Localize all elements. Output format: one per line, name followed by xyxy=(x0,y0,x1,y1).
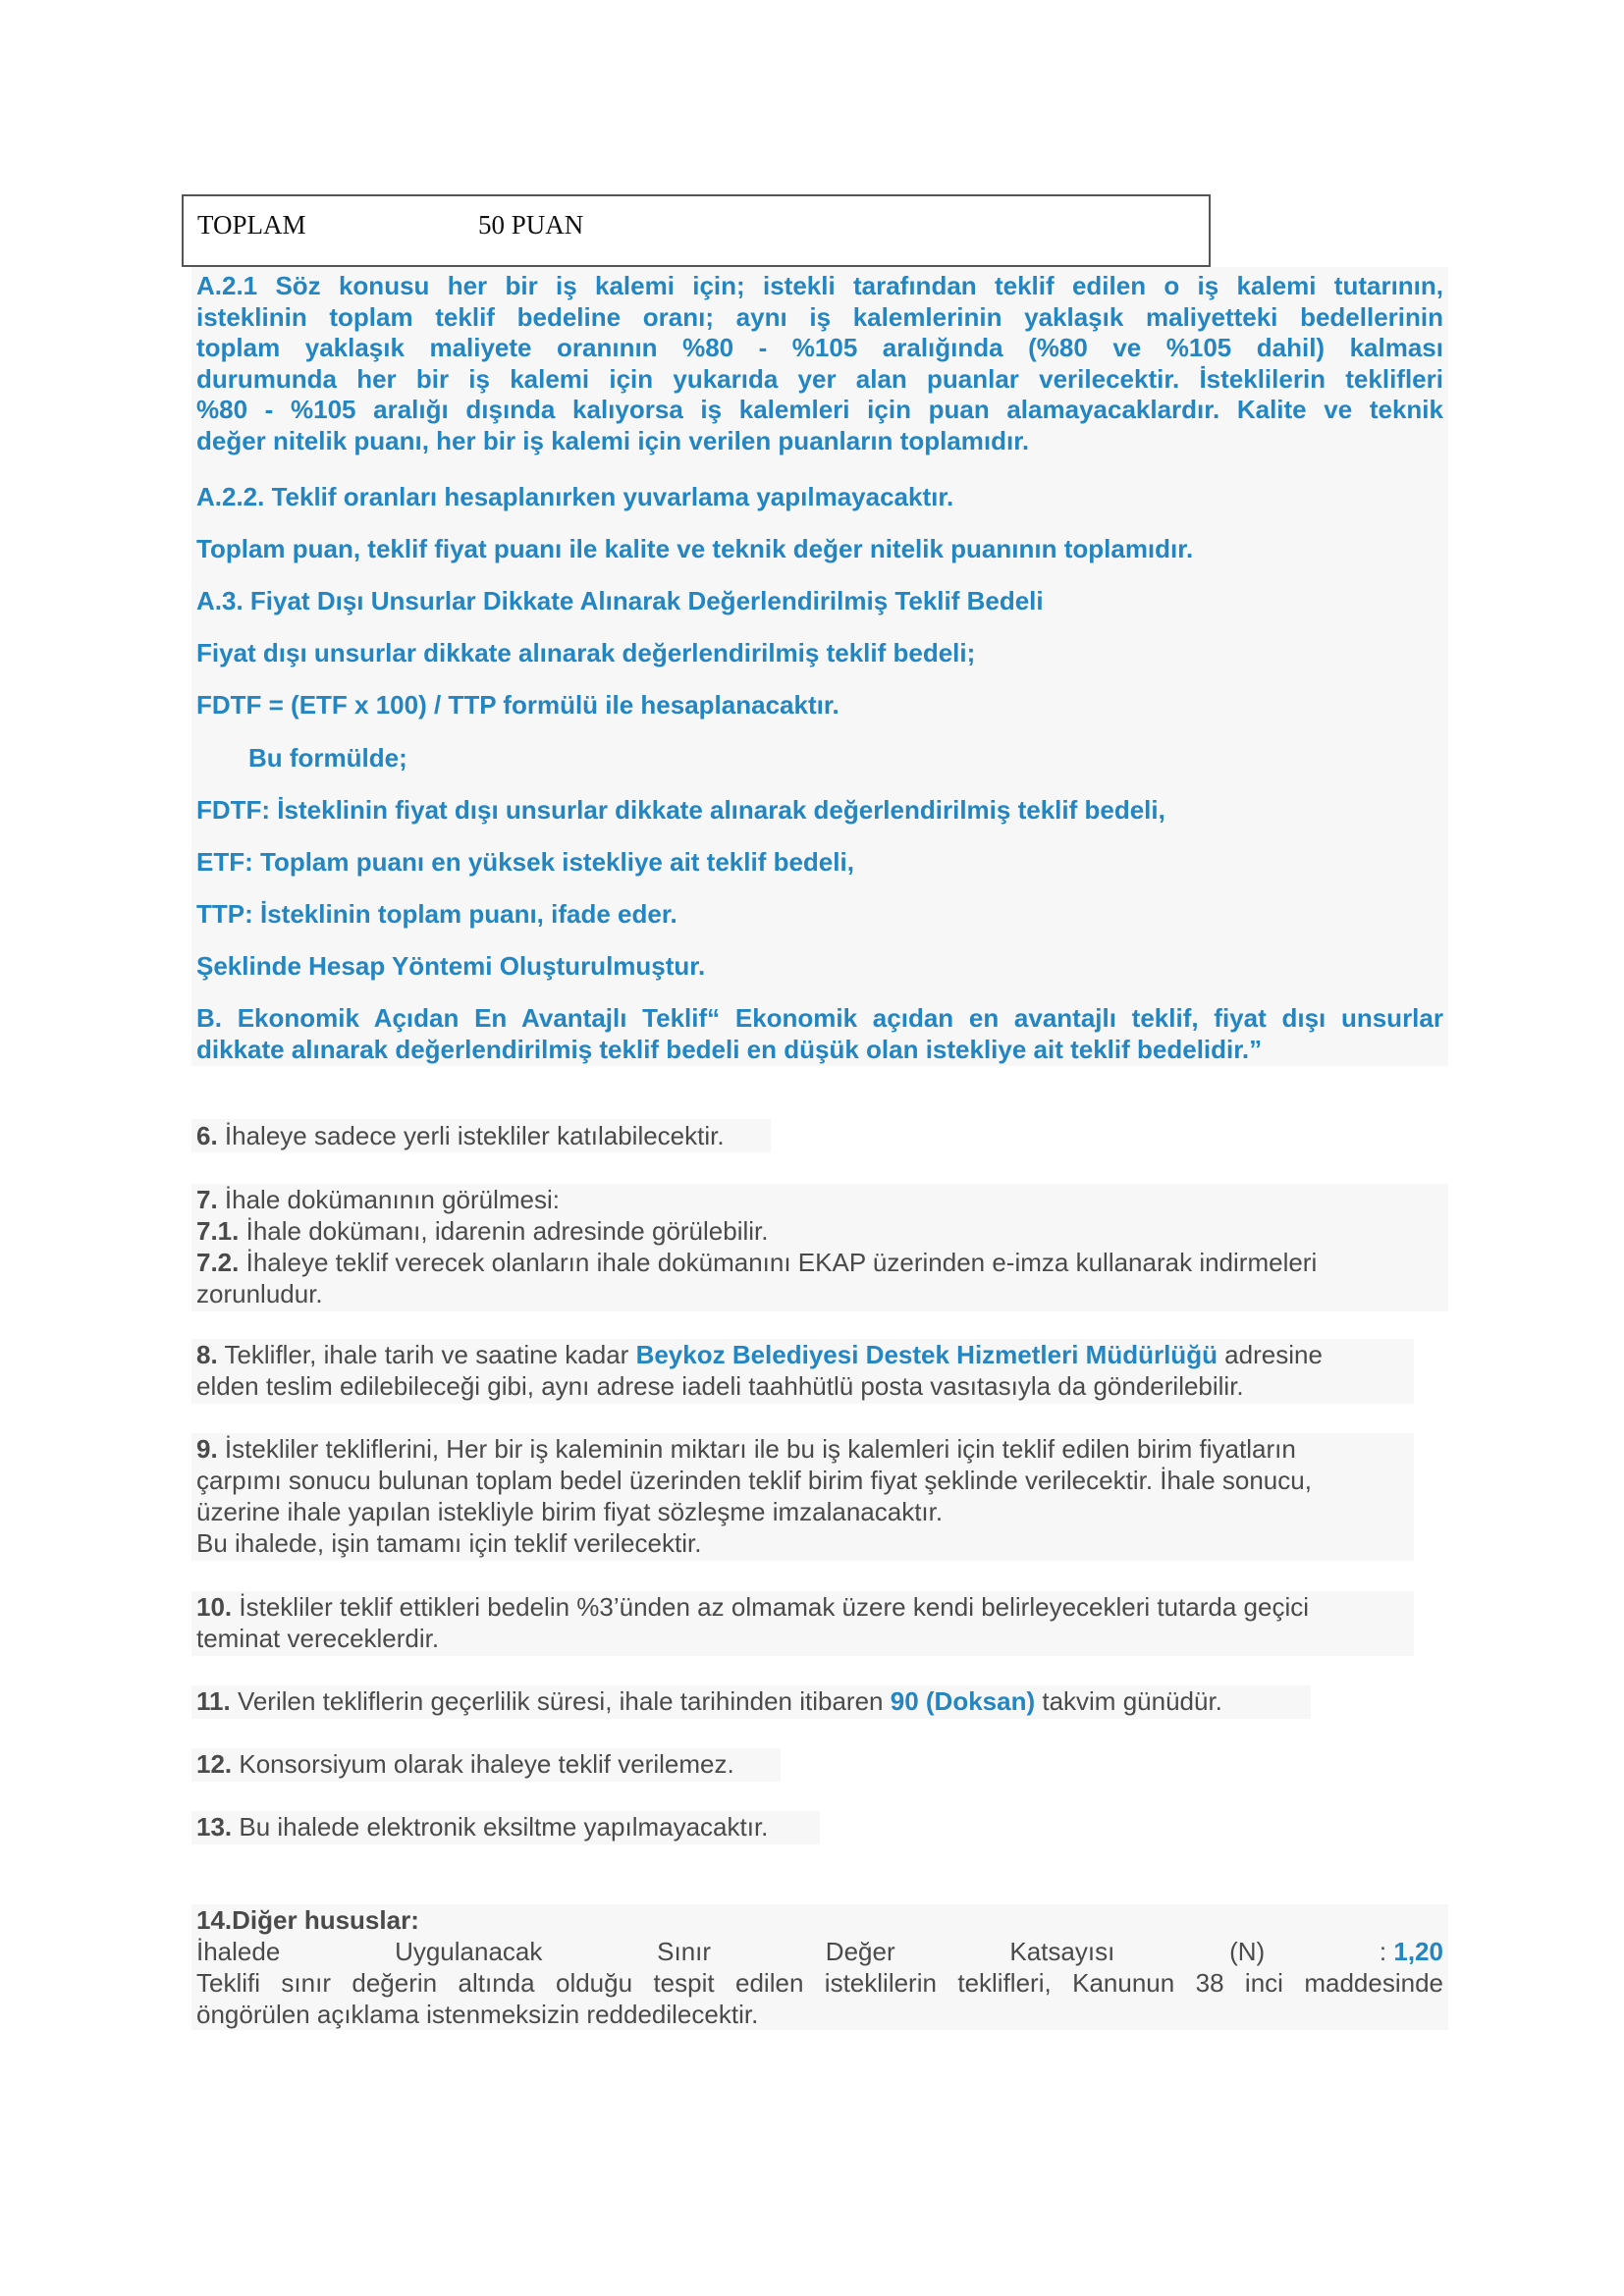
word: İhalede xyxy=(196,1937,281,1966)
paragraph-total-points: Toplam puan, teklif fiyat puanı ile kalite ve teknik değer nitelik puanının toplamıdır. xyxy=(196,534,1194,563)
item-11 xyxy=(196,1685,1222,1717)
b-line: dikkate alınarak değerlendirilmiş teklif bedeli en düşük olan istekliye ait teklif bedelidir.” xyxy=(196,1034,1263,1064)
a21-line: değer nitelik puanı, her bir iş kalemi için verilen puanların toplamıdır. xyxy=(196,425,1030,455)
item-number: 7. xyxy=(196,1185,218,1214)
total-points-row xyxy=(182,194,1211,267)
item-text: çarpımı sonucu bulunan toplam bedel üzerinden teklif birim fiyat şeklinde verilecektir. İhale sonucu, xyxy=(196,1466,1312,1495)
a21-line: durumunda her bir iş kalemi için yukarıda yer alan puanlar verilecektir. İsteklilerin teklifleri xyxy=(196,363,1443,394)
item-number: 9. xyxy=(196,1434,218,1464)
item-number: 11. xyxy=(196,1686,231,1716)
item-number: 13. xyxy=(196,1812,233,1842)
item-text: Bu ihalede, işin tamamı için teklif verilecektir. xyxy=(196,1528,702,1558)
formula-fdtf: FDTF = (ETF x 100) / TTP formülü ile hesaplanacaktır. xyxy=(196,690,839,720)
method-statement: Şeklinde Hesap Yöntemi Oluşturulmuştur. xyxy=(196,951,706,981)
paragraph-a22: A.2.2. Teklif oranları hesaplanırken yuvarlama yapılmayacaktır. xyxy=(196,482,954,511)
coefficient-value: 1,20 xyxy=(1393,1937,1443,1966)
paragraph-b xyxy=(196,1003,1443,1065)
item-text: İhale dokümanının görülmesi: xyxy=(217,1185,560,1214)
definition-etf: ETF: Toplam puanı en yüksek istekliye ait teklif bedeli, xyxy=(196,847,854,877)
item-12 xyxy=(196,1748,734,1780)
item-text: İstekliler tekliflerini, Her bir iş kaleminin miktarı ile bu iş kalemleri için teklif edilen birim fiyatların xyxy=(217,1434,1296,1464)
item-text: elden teslim edilebileceği gibi, aynı adrese iadeli taahhütlü posta vasıtasıyla da gönderilebilir. xyxy=(196,1371,1244,1401)
item-number: 7.1. xyxy=(196,1216,240,1246)
item-text: öngörülen açıklama istenmeksizin reddedilecektir. xyxy=(196,2000,759,2029)
item-text: teminat vereceklerdir. xyxy=(196,1624,440,1653)
colon: : xyxy=(1379,1937,1387,1966)
total-value: 50 PUAN xyxy=(478,210,584,240)
item-text: İstekliler teklif ettikleri bedelin %3’ünden az olmamak üzere kendi belirleyecekleri tutarda geçici xyxy=(232,1592,1310,1622)
word: Katsayısı xyxy=(1009,1937,1115,1966)
b-line: B. Ekonomik Açıdan En Avantajlı Teklif“ Ekonomik açıdan en avantajlı teklif, fiyat dışı unsurlar xyxy=(196,1003,1443,1033)
item-text: takvim günüdür. xyxy=(1035,1686,1222,1716)
formula-intro: Bu formülde; xyxy=(248,743,407,773)
a21-line: isteklinin toplam teklif bedeline oranı; aynı iş kalemlerinin yaklaşık maliyetteki bedellerinin xyxy=(196,301,1443,332)
word: Değer xyxy=(825,1937,895,1966)
word: Sınır xyxy=(657,1937,712,1966)
total-label: TOPLAM xyxy=(197,210,306,240)
a21-line: %80 - %105 aralığı dışında kalıyorsa iş kalemleri için puan alamayacaklardır. Kalite ve teknik xyxy=(196,395,1443,424)
item-text: adresine xyxy=(1217,1340,1323,1369)
item-7 xyxy=(196,1184,1443,1309)
word: Uygulanacak xyxy=(395,1937,543,1966)
limit-coefficient-line xyxy=(196,1936,1443,1967)
item-text: zorunludur. xyxy=(196,1279,323,1308)
item-text: Bu ihalede elektronik eksiltme yapılmayacaktır. xyxy=(232,1812,769,1842)
item-6 xyxy=(196,1120,725,1151)
a21-line: A.2.1 Söz konusu her bir iş kalemi için; istekli tarafından teklif edilen o iş kalemi tutarının, xyxy=(196,271,1443,300)
item-text: üzerine ihale yapılan istekliyle birim fiyat sözleşme imzalanacaktır. xyxy=(196,1497,944,1526)
item-9 xyxy=(196,1433,1443,1559)
definition-ttp: TTP: İsteklinin toplam puanı, ifade eder. xyxy=(196,899,677,929)
paragraph-a21 xyxy=(196,271,1443,456)
item-text: Teklifi sınır değerin altında olduğu tespit edilen isteklilerin teklifleri, Kanunun 38 inci maddesinde xyxy=(196,1968,1443,1998)
item-number: 8. xyxy=(196,1340,218,1369)
item-number: 6. xyxy=(196,1121,218,1150)
definition-fdtf: FDTF: İsteklinin fiyat dışı unsurlar dikkate alınarak değerlendirilmiş teklif bedeli, xyxy=(196,795,1165,825)
word: (N) xyxy=(1229,1937,1266,1966)
item-14 xyxy=(196,1904,1443,2030)
item-text: Teklifler, ihale tarih ve saatine kadar xyxy=(217,1340,636,1369)
item-text: İhaleye sadece yerli istekliler katılabilecektir. xyxy=(217,1121,725,1150)
coefficient xyxy=(1380,1936,1443,1967)
item-10 xyxy=(196,1591,1443,1654)
item-text: Verilen tekliflerin geçerlilik süresi, ihale tarihinden itibaren xyxy=(230,1686,891,1716)
item-text: İhale dokümanı, idarenin adresinde görülebilir. xyxy=(239,1216,769,1246)
item-number: 12. xyxy=(196,1749,233,1779)
paragraph-price-excluded: Fiyat dışı unsurlar dikkate alınarak değerlendirilmiş teklif bedeli; xyxy=(196,638,976,667)
item-text: İhaleye teklif verecek olanların ihale dokümanını EKAP üzerinden e-imza kullanarak indirmeleri xyxy=(239,1248,1318,1277)
item-text: Konsorsiyum olarak ihaleye teklif verilemez. xyxy=(232,1749,734,1779)
office-name: Beykoz Belediyesi Destek Hizmetleri Müdürlüğü xyxy=(635,1340,1218,1369)
item-number: 7.2. xyxy=(196,1248,240,1277)
a21-line: toplam yaklaşık maliyete oranının %80 - %105 aralığında (%80 ve %105 dahil) kalması xyxy=(196,333,1443,362)
heading-a3: A.3. Fiyat Dışı Unsurlar Dikkate Alınarak Değerlendirilmiş Teklif Bedeli xyxy=(196,586,1044,615)
item-13 xyxy=(196,1811,768,1842)
item-14-heading: 14.Diğer hususlar: xyxy=(196,1905,419,1935)
item-8 xyxy=(196,1339,1443,1402)
validity-period: 90 (Doksan) xyxy=(890,1686,1036,1716)
item-number: 10. xyxy=(196,1592,233,1622)
